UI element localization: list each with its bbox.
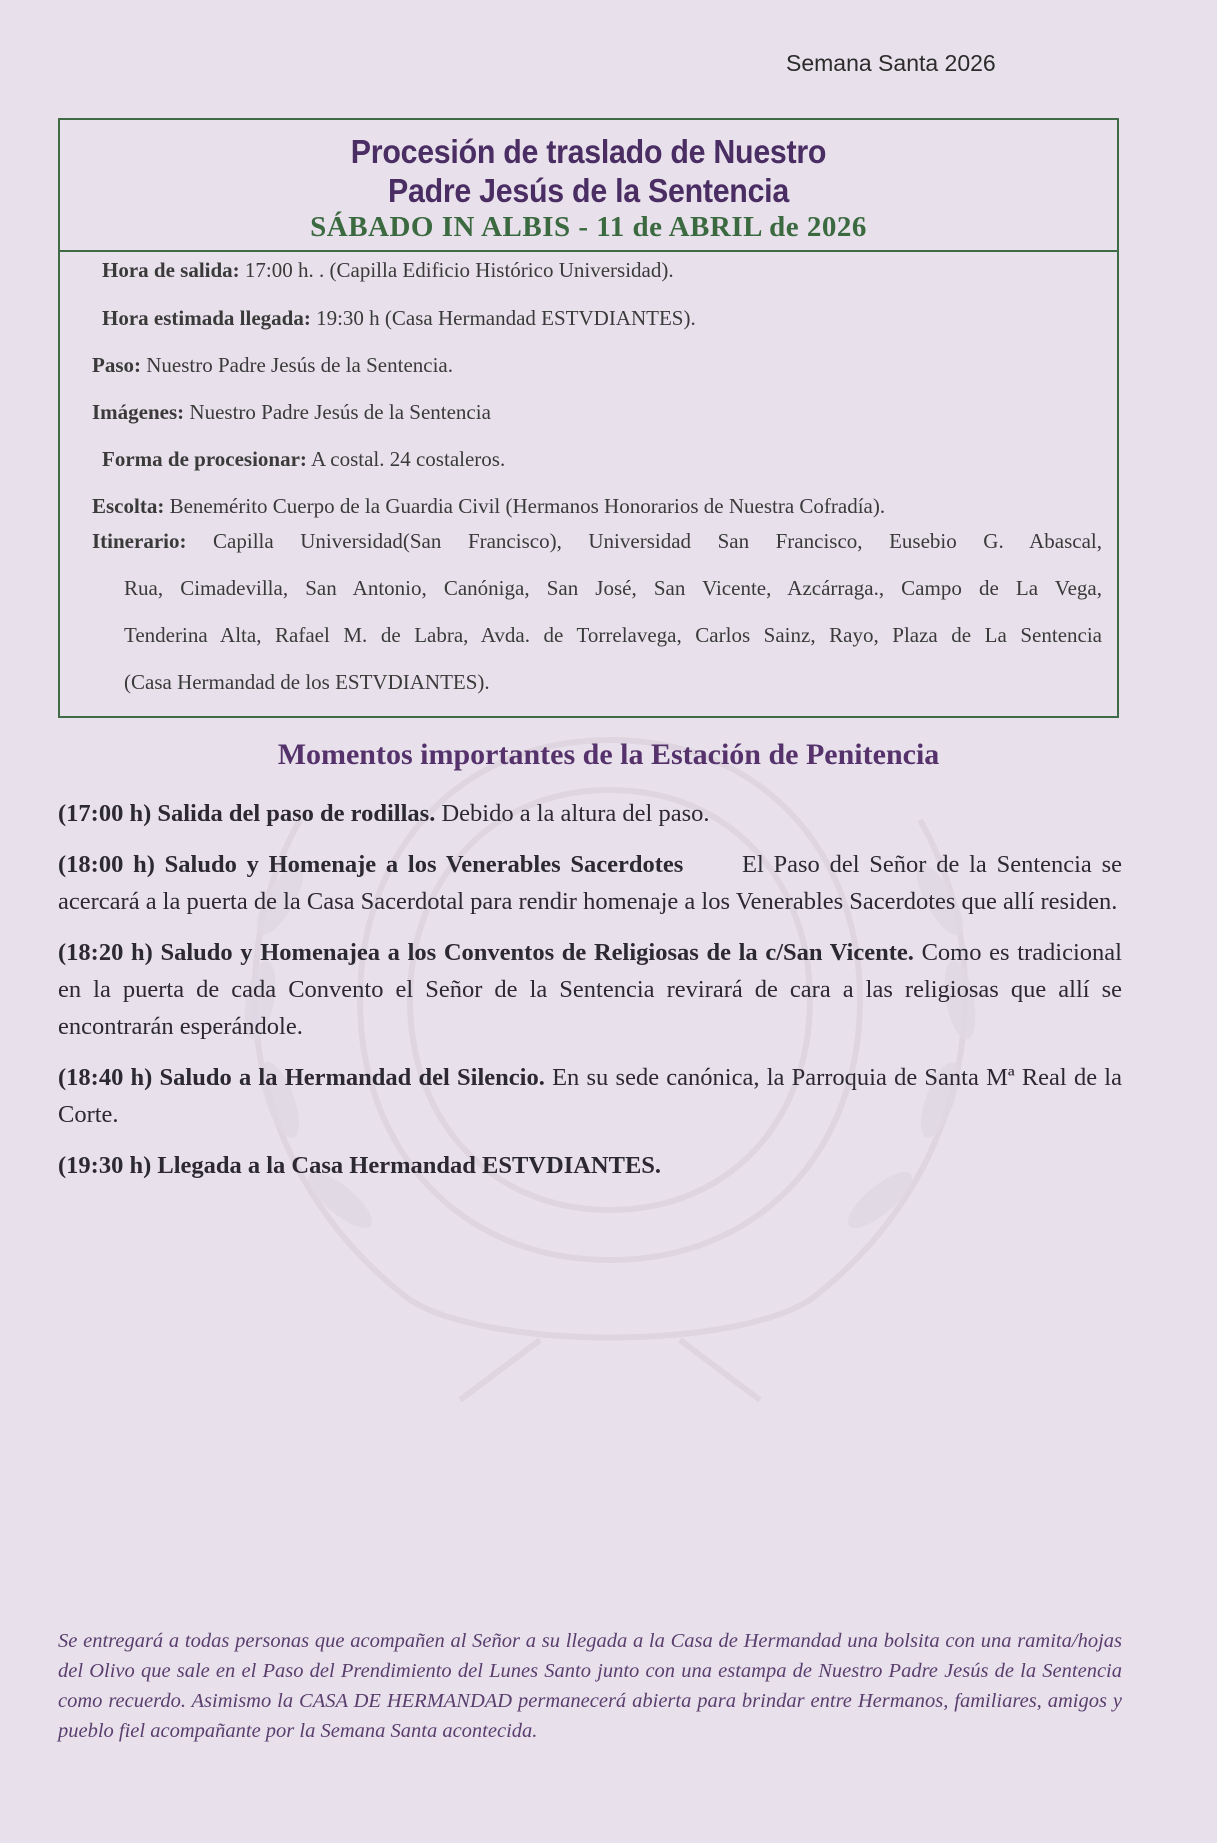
title-line-2: Padre Jesús de la Sentencia: [388, 172, 789, 209]
itinerary-line-4: (Casa Hermandad de los ESTVDIANTES).: [124, 670, 490, 694]
moment-text: El Paso del Señor de la Sentencia se acercará a la puerta de la Casa Sacerdotal para rendir homenaje a los Venerables Sacerdotes que allí residen.: [58, 851, 1129, 915]
moment-heading: (18:20 h) Saludo y Homenajea a los Conventos de Religiosas de la c/San Vicente.: [58, 939, 914, 966]
moments-list: [58, 795, 1129, 1198]
llegada-value: 19:30 h (Casa Hermandad ESTVDIANTES).: [310, 306, 696, 330]
forma-value: A costal. 24 costaleros.: [306, 447, 506, 471]
moment-item: [58, 795, 1122, 832]
moment-heading: (17:00 h) Salida del paso de rodillas.: [58, 800, 436, 827]
escolta-value: Benemérito Cuerpo de la Guardia Civil (Hermanos Honorarios de Nuestra Cofradía).: [164, 494, 886, 518]
moment-item: [58, 1147, 1122, 1184]
moment-heading: (19:30 h) Llegada a la Casa Hermandad ESTVDIANTES.: [58, 1152, 662, 1179]
footer-note: Se entregará a todas personas que acompañen al Señor a su llegada a la Casa de Hermandad una bolsita con una ramita/hojas del Olivo que sale en el Paso del Prendimiento del Lunes Santo junto con una estampa de Nuestro Padre Jesús de la Sentencia como recuerdo. Asimismo la CASA DE HERMANDAD permanecerá abierta para brindar entre Hermanos, familiares, amigos y pueblo fiel acompañante por la Semana Santa acontecida.: [58, 1630, 1122, 1742]
itinerary-line-1: [92, 518, 1102, 565]
itinerary-text-1: Capilla Universidad(San Francisco), Universidad San Francisco, Eusebio G. Abascal,: [186, 529, 1102, 553]
info-row-escolta: [92, 494, 885, 519]
moment-heading: (18:00 h) Saludo y Homenaje a los Venerables Sacerdotes: [58, 851, 684, 878]
title-line-1: Procesión de traslado de Nuestro: [350, 133, 827, 170]
itinerary-line-2: Rua, Cimadevilla, San Antonio, Canóniga, San José, San Vicente, Azcárraga., Campo de La Vega,: [124, 576, 1102, 600]
title-area: [60, 120, 1117, 252]
forma-label: Forma de procesionar:: [102, 447, 307, 471]
moment-item: [58, 1059, 1122, 1133]
section-title: Momentos importantes de la Estación de Penitencia: [277, 738, 940, 771]
itinerary: [92, 518, 1102, 706]
itinerario-label: Itinerario:: [92, 529, 187, 553]
imagenes-value: Nuestro Padre Jesús de la Sentencia: [184, 400, 491, 424]
info-row-salida: [102, 258, 674, 283]
info-row-paso: [92, 353, 453, 378]
info-row-llegada: [102, 306, 696, 331]
llegada-label: Hora estimada llegada:: [102, 306, 311, 330]
moment-text: En su sede canónica, la Parroquia de Santa Mª Real de la Corte.: [58, 1064, 1122, 1128]
salida-value: 17:00 h. . (Capilla Edificio Histórico Universidad).: [239, 258, 674, 282]
header-label: Semana Santa 2026: [786, 50, 996, 76]
paso-value: Nuestro Padre Jesús de la Sentencia.: [141, 353, 453, 377]
itinerary-line-3: Tenderina Alta, Rafael M. de Labra, Avda. de Torrelavega, Carlos Sainz, Rayo, Plaza de La Sentencia: [124, 623, 1102, 647]
moment-heading: (18:40 h) Saludo a la Hermandad del Silencio.: [58, 1064, 545, 1091]
info-row-forma: [102, 447, 505, 472]
procession-date: SÁBADO IN ALBIS - 11 de ABRIL de 2026: [310, 211, 867, 243]
moment-text: Debido a la altura del paso.: [435, 800, 710, 827]
escolta-label: Escolta:: [92, 494, 165, 518]
paso-label: Paso:: [92, 353, 141, 377]
moment-text: Como es tradicional en la puerta de cada Convento el Señor de la Sentencia revirará de cara a las religiosas que allí se encontrarán esperándole.: [58, 939, 1122, 1040]
info-row-imagenes: [92, 400, 491, 425]
moment-item: [58, 846, 1129, 920]
procession-info-box: [58, 118, 1119, 718]
salida-label: Hora de salida:: [102, 258, 240, 282]
imagenes-label: Imágenes:: [92, 400, 185, 424]
moment-item: [58, 934, 1122, 1045]
